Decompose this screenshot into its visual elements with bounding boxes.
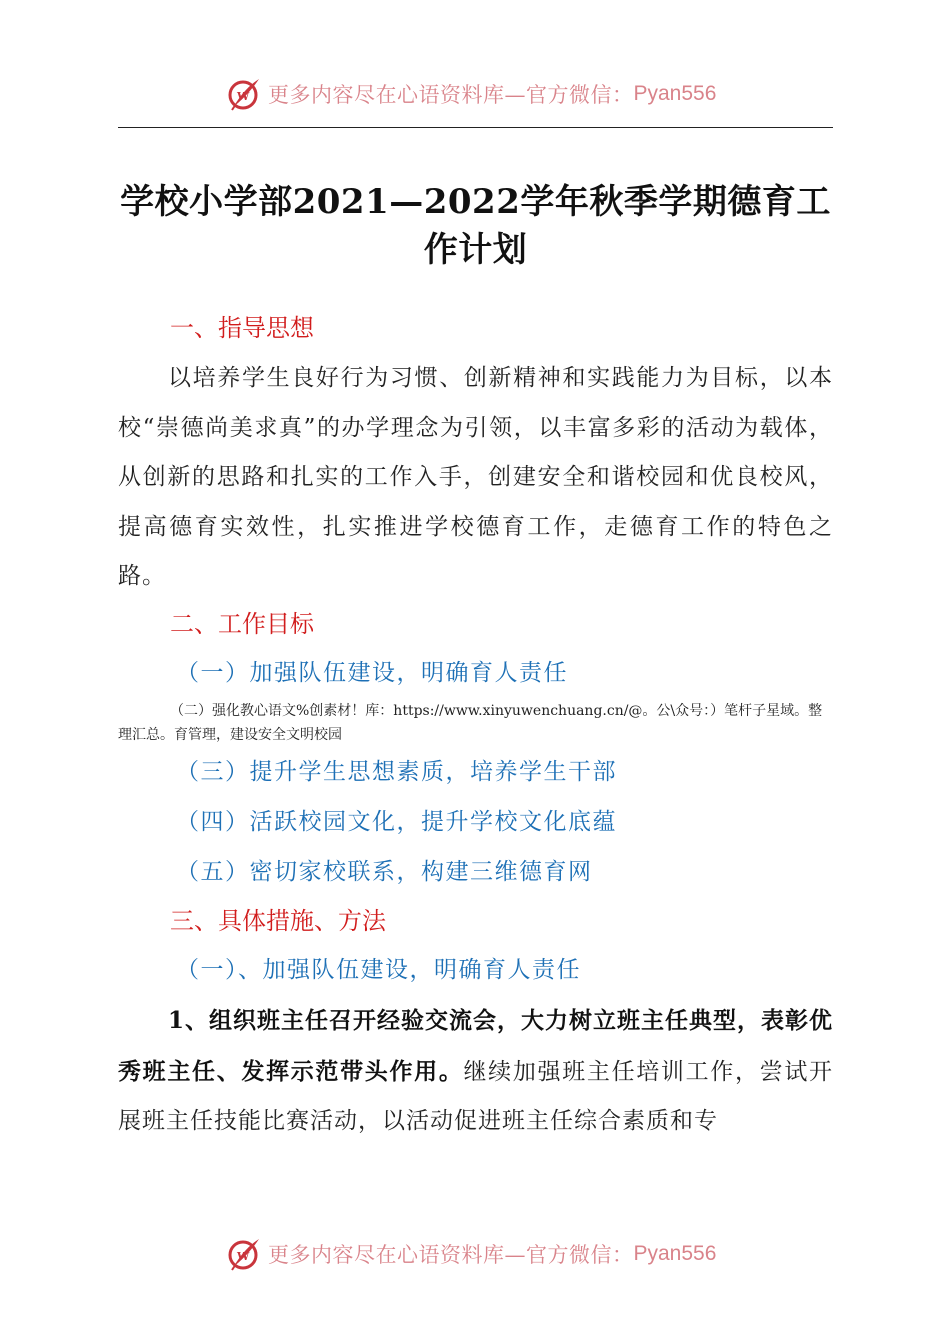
measure-1-body: 继续加强班主任培训工作，尝试开展班主任技能比赛活动，以活动促进班主任综合素质和专 [118, 1058, 834, 1134]
footer-banner-text: 更多内容尽在心语资料库—官方微信： [268, 1243, 634, 1267]
goal-item-3: （三）提升学生思想素质，培养学生干部 [176, 759, 617, 785]
goal-item-1: （一）加强队伍建设，明确育人责任 [176, 660, 568, 686]
measure-1-paragraph [118, 996, 833, 1147]
header-banner-text: 更多内容尽在心语资料库—官方微信： [268, 83, 634, 107]
page-header [0, 68, 950, 116]
svg-text:W: W [237, 90, 250, 103]
header-rule [118, 127, 833, 128]
section-heading-work-goals: 二、工作目标 [170, 610, 314, 638]
header-banner [226, 74, 716, 114]
measure-1-heading: （一）、加强队伍建设，明确育人责任 [176, 957, 581, 983]
section-heading-measures: 三、具体措施、方法 [170, 907, 386, 935]
section-heading-guiding-ideology: 一、指导思想 [170, 314, 314, 342]
svg-text:W: W [237, 1250, 250, 1263]
footer-banner [226, 1234, 716, 1274]
guiding-ideology-paragraph: 以培养学生良好行为习惯、创新精神和实践能力为目标，以本校“崇德尚美求真”的办学理念为引领，以丰富多彩的活动为载体，从创新的思路和扎实的工作入手，创建安全和谐校园和优良校风，提高德育实效性，扎实推进学校德育工作，走德育工作的特色之路。 [118, 365, 833, 589]
quill-pen-logo-icon [226, 1236, 262, 1272]
document-title: 学校小学部2021—2022学年秋季学期德育工作计划 [120, 182, 831, 270]
goal-item-4: （四）活跃校园文化，提升学校文化底蕴 [176, 809, 617, 835]
footer-banner-wechat-id: Pyan556 [633, 1242, 717, 1265]
goal-item-5: （五）密切家校联系，构建三维德育网 [176, 859, 593, 885]
header-banner-wechat-id: Pyan556 [633, 82, 717, 105]
goal-item-2: （二）强化教心语文%创素材！库：https://www.xinyuwenchuang.cn/@。公\众号：）笔杆子星域。整理汇总。育管理，建设安全文明校园 [118, 703, 823, 743]
quill-pen-logo-icon [226, 76, 262, 112]
measure-1-bold-lead: 1、组织班主任召开经验交流会，大力树立班主任典型，表彰优秀班主任、发挥示范带头作用。 [118, 1007, 834, 1085]
page-footer [0, 1228, 950, 1276]
